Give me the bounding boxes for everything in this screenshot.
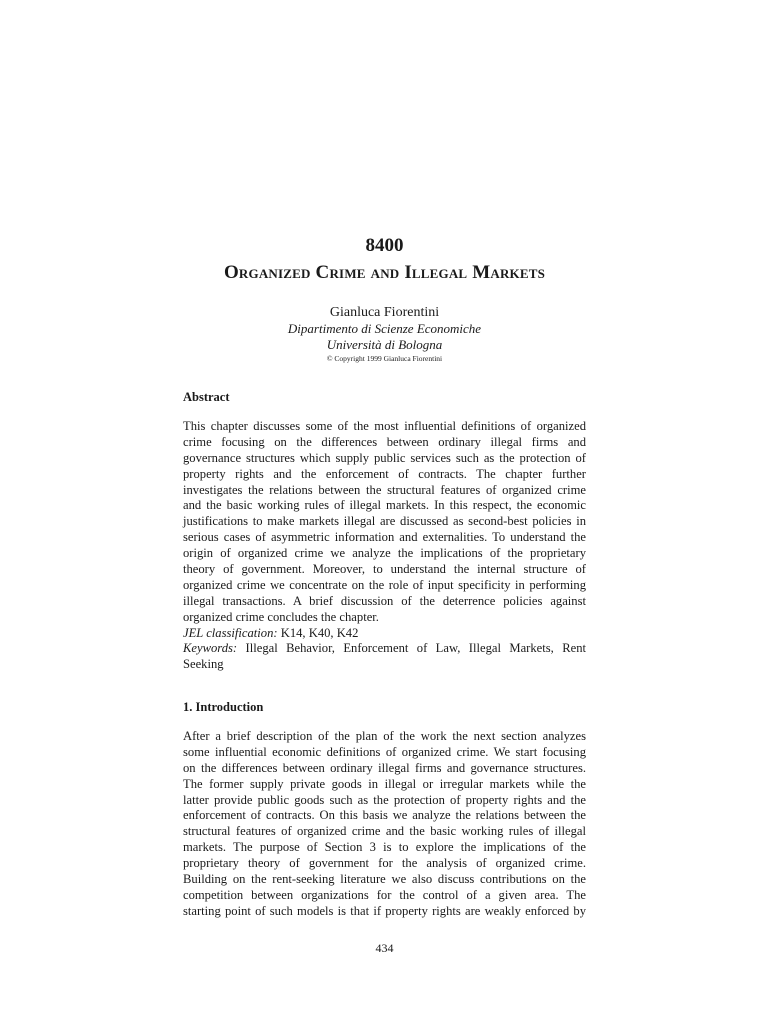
intro-line: After a brief description of the plan of the work the next section analyzes <box>183 729 586 743</box>
abstract-line: property rights and the enforcement of contracts. The chapter further <box>183 466 586 481</box>
abstract-line: This chapter discusses some of the most influential definitions of organized <box>183 419 586 433</box>
intro-line: proprietary theory of government for the analysis of organized crime. <box>183 856 586 871</box>
abstract-line: serious cases of asymmetric information and externalities. To understand the <box>183 530 586 545</box>
jel-classification <box>183 626 586 642</box>
keywords-line <box>183 641 586 657</box>
abstract-body <box>183 419 586 673</box>
abstract-line: illegal transactions. A brief discussion of the deterrence policies against <box>183 593 586 608</box>
affiliation-department: Dipartimento di Scienze Economiche <box>287 321 482 336</box>
intro-line: starting point of such models is that if property rights are weakly enforced by <box>183 903 586 918</box>
intro-line: structural features of organized crime and the basic working rules of illegal <box>183 824 586 839</box>
author-name: Gianluca Fiorentini <box>329 305 440 320</box>
affiliation-university: Università di Bologna <box>326 337 443 352</box>
abstract-line: origin of organized crime we analyze the implications of the proprietary <box>183 546 586 561</box>
abstract-line: investigates the relations between the structural features of organized crime <box>183 482 586 497</box>
jel-value: K14, K40, K42 <box>280 625 359 640</box>
intro-line: on the differences between ordinary illegal firms and governance structures. <box>183 760 586 775</box>
introduction-heading: 1. Introduction <box>183 700 264 714</box>
keywords-value: Illegal Behavior, Enforcement of Law, Illegal Markets, Rent <box>245 641 586 656</box>
abstract-line: governance structures which supply public services such as the protection of <box>183 450 586 465</box>
intro-line: enforcement of contracts. On this basis we analyze the relations between the <box>183 808 586 823</box>
chapter-number: 8400 <box>365 235 404 256</box>
intro-line: some influential economic definitions of organized crime. We start focusing <box>183 744 586 759</box>
intro-line: latter provide public goods such as the protection of property rights and the <box>183 792 586 807</box>
jel-label: JEL classification: <box>183 625 278 640</box>
intro-line: competition between organizations for the control of a given area. The <box>183 887 586 902</box>
chapter-title: Organized Crime and Illegal Markets <box>223 262 546 283</box>
abstract-line: theory of government. Moreover, to understand the internal structure of <box>183 562 586 577</box>
abstract-line: and the basic working rules of illegal markets. In this respect, the economic <box>183 498 586 513</box>
abstract-line: justifications to make markets illegal are discussed as second-best policies in <box>183 514 586 529</box>
keywords-continuation: Seeking <box>183 657 224 672</box>
abstract-line: crime focusing on the differences between ordinary illegal firms and <box>183 434 586 449</box>
copyright-notice: © Copyright 1999 Gianluca Fiorentini <box>326 354 443 363</box>
intro-line: markets. The purpose of Section 3 is to explore the implications of the <box>183 840 586 855</box>
abstract-line: organized crime concludes the chapter. <box>183 609 379 624</box>
page-number: 434 <box>375 941 394 955</box>
abstract-line: organized crime we concentrate on the role of input specificity in performing <box>183 577 586 592</box>
keywords-label: Keywords: <box>183 641 238 656</box>
intro-line: Building on the rent-seeking literature we also discuss contributions on the <box>183 872 586 887</box>
intro-line: The former supply private goods in illegal or irregular markets while the <box>183 776 586 791</box>
paper-page <box>183 0 586 1024</box>
abstract-heading: Abstract <box>183 390 230 404</box>
introduction-body <box>183 729 586 920</box>
